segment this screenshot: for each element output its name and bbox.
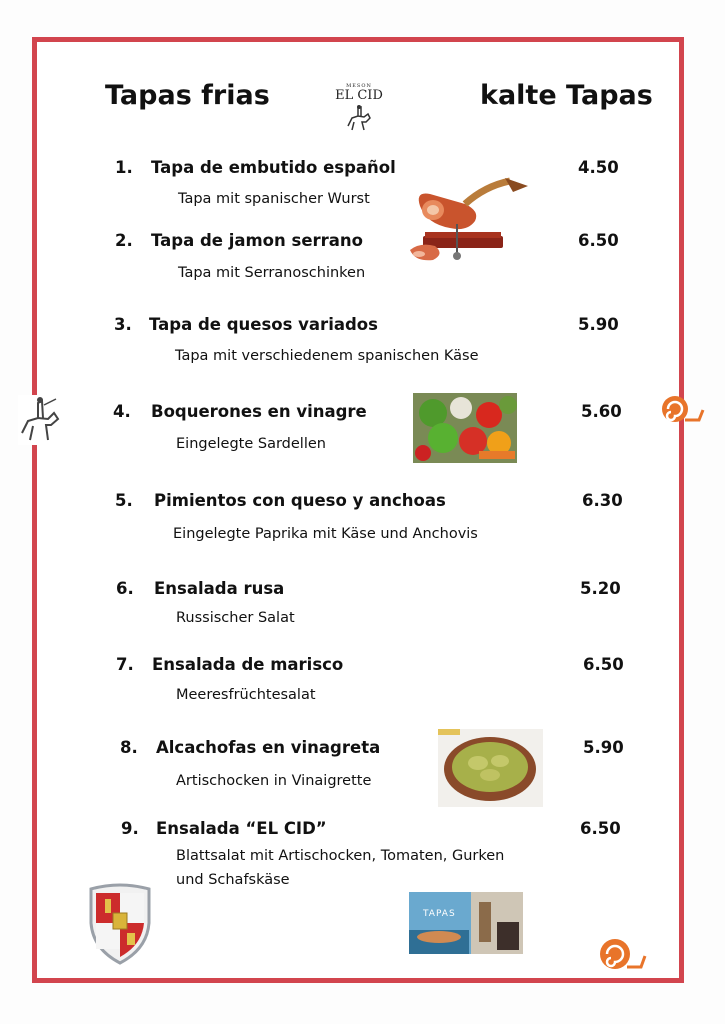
artichoke-dish-picture — [438, 729, 543, 807]
heading-spanish: Tapas frias — [105, 80, 270, 111]
item-price: 6.50 — [583, 655, 624, 674]
item-number: 8. — [120, 738, 138, 757]
coat-of-arms-shield — [87, 883, 153, 965]
item-title: Tapa de jamon serrano — [151, 231, 364, 250]
item-description: Tapa mit spanischer Wurst — [178, 191, 370, 207]
item-description: Russischer Salat — [176, 610, 295, 626]
item-price: 6.30 — [582, 491, 623, 510]
item-price: 5.90 — [578, 315, 619, 334]
item-number: 5. — [115, 491, 133, 510]
item-description: Meeresfrüchtesalat — [176, 687, 316, 703]
item-price: 5.60 — [581, 402, 622, 421]
item-description: Artischocken in Vinaigrette — [176, 773, 372, 789]
item-title: Ensalada rusa — [154, 579, 285, 598]
item-number: 7. — [116, 655, 134, 674]
menu-frame — [32, 37, 684, 983]
item-description: Eingelegte Paprika mit Käse und Anchovis — [173, 526, 478, 542]
item-title: Pimientos con queso y anchoas — [154, 491, 446, 510]
vegetables-picture — [413, 393, 517, 463]
knight-icon — [344, 104, 374, 132]
item-price: 4.50 — [578, 158, 619, 177]
item-price: 5.90 — [583, 738, 624, 757]
item-number: 1. — [115, 158, 133, 177]
item-number: 9. — [121, 819, 139, 838]
item-price: 6.50 — [578, 231, 619, 250]
knight-icon — [18, 395, 62, 445]
item-description: Eingelegte Sardellen — [176, 436, 326, 452]
item-number: 4. — [113, 402, 131, 421]
item-description: Tapa mit Serranoschinken — [178, 265, 366, 281]
item-price: 6.50 — [580, 819, 621, 838]
heading-german: kalte Tapas — [480, 80, 653, 111]
item-number: 6. — [116, 579, 134, 598]
item-description: Tapa mit verschiedenem spanischen Käse — [175, 348, 479, 364]
item-description-line2: und Schafskäse — [176, 872, 290, 888]
item-title: Alcachofas en vinagreta — [156, 738, 381, 757]
item-number: 3. — [114, 315, 132, 334]
item-title: Tapa de quesos variados — [149, 315, 378, 334]
logo-small-text: MESON — [346, 83, 372, 89]
tapas-photo — [409, 892, 523, 954]
item-price: 5.20 — [580, 579, 621, 598]
item-number: 2. — [115, 231, 133, 250]
item-description: Blattsalat mit Artischocken, Tomaten, Gurken — [176, 848, 505, 864]
item-title: Tapa de embutido español — [151, 158, 396, 177]
item-title: Boquerones en vinagre — [151, 402, 367, 421]
ham-on-stand-picture — [405, 166, 535, 266]
item-title: Ensalada “EL CID” — [156, 819, 327, 838]
el-cid-logo — [333, 83, 385, 132]
item-title: Ensalada de marisco — [152, 655, 344, 674]
tapas-photo-label: TAPAS — [423, 909, 456, 919]
snail-icon — [659, 394, 705, 424]
snail-icon — [597, 936, 647, 972]
logo-text: EL CID — [335, 88, 383, 103]
